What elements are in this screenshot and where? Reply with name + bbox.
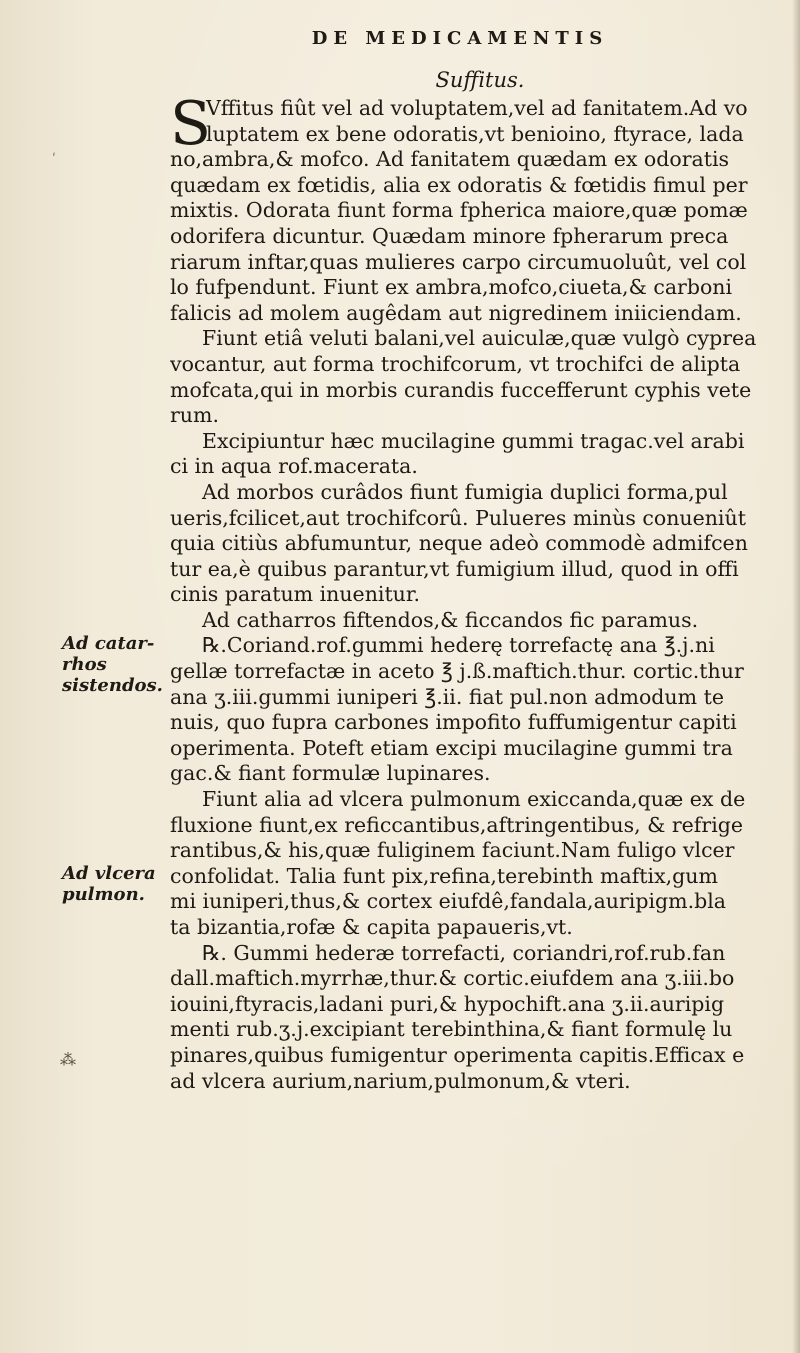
paragraph-excipiuntur — [170, 429, 795, 480]
text-line: lo fufpendunt. Fiunt ex ambra,mofco,ciueta,& carboni — [170, 275, 733, 300]
paragraph-suffitus — [170, 96, 795, 326]
text-line: cinis paratum inuenitur. — [170, 582, 420, 607]
text-line: rum. — [170, 403, 219, 428]
text-line: no,ambra,& mofco. Ad fanitatem quædam ex odoratis — [170, 147, 730, 172]
text-line: mofcata,qui in morbis curandis fuccefferunt cyphis vete — [170, 377, 752, 402]
text-line: luptatem ex bene odoratis,vt benioino, ftyrace, lada — [206, 121, 744, 146]
text-line: Fiunt etiâ veluti balani,vel auiculæ,quæ vulgò cyprea — [202, 326, 757, 351]
paragraph-balani — [170, 326, 795, 428]
printer-mark: ⁂ — [60, 1050, 76, 1069]
text-line: Ad morbos curâdos fiunt fumigia duplici forma,pul — [202, 479, 728, 504]
text-line: quædam ex fœtidis, alia ex odoratis & fœtidis fimul per — [170, 172, 748, 197]
text-line: operimenta. Poteft etiam excipi mucilagine gummi tra — [170, 735, 733, 760]
text-line: confolidat. Talia funt pix,refina,terebinth maftix,gum — [170, 863, 718, 888]
text-line: ueris,fcilicet,aut trochifcorû. Pulueres minùs conueniût — [170, 505, 746, 530]
running-head: DE MEDICAMENTIS — [311, 28, 609, 49]
text-line: ta bizantia,rofæ & capita papaueris,vt. — [170, 915, 573, 939]
paragraph-recipe — [170, 941, 795, 1095]
text-line: Fiunt alia ad vlcera pulmonum exiccanda,quæ ex de — [202, 787, 746, 812]
margin-note-line: pulmon. — [62, 884, 145, 905]
margin-note-line: Ad vlcera — [62, 863, 156, 884]
text-line: menti rub.ʒ.j.excipiant terebinthina,& fiant formulę lu — [170, 1017, 733, 1042]
section-title: Suffitus. — [435, 68, 525, 92]
paragraph-morbos — [170, 480, 795, 608]
text-line: Excipiuntur hæc mucilagine gummi tragac.vel arabi — [202, 428, 745, 453]
drop-cap: S — [170, 96, 212, 159]
margin-note-line: Ad catar- — [62, 633, 155, 654]
margin-note-line: rhos sistendos. — [62, 654, 163, 696]
margin-note-catarrhs — [62, 633, 167, 696]
text-line: riarum inftar,quas mulieres carpo circumuoluût, vel col — [170, 249, 747, 274]
text-line: Ad catharros fiftendos,& ficcandos fic paramus. — [202, 607, 699, 632]
text-line: gac.& fiant formulæ lupinares. — [170, 761, 491, 786]
paragraph-vlcera — [170, 787, 795, 941]
text-line: ana ʒ.iii.gummi iuniperi ℥.ii. fiat pul.non admodum te — [170, 684, 724, 709]
text-line: mi iuniperi,thus,& cortex eiufdê,fandala,auripigm.bla — [170, 889, 727, 914]
paragraph-catharros — [170, 608, 795, 787]
text-line: iouini,ftyracis,ladani puri,& hypochift.ana ʒ.ii.auripig — [170, 991, 725, 1016]
text-line: pinares,quibus fumigentur operimenta capitis.Efficax e — [170, 1042, 745, 1067]
text-line: ad vlcera aurium,narium,pulmonum,& vteri. — [170, 1068, 631, 1093]
text-line: odorifera dicuntur. Quædam minore fpherarum preca — [170, 223, 729, 248]
text-line: tur ea,è quibus parantur,vt fumigium illud, quod in offi — [170, 556, 739, 581]
text-line: gellæ torrefactæ in aceto ℥ j.ß.maftich.thur. cortic.thur — [170, 659, 744, 684]
text-line: falicis ad molem augêdam aut nigredinem iniiciendam. — [170, 300, 742, 325]
text-line: fluxione fiunt,ex reficcantibus,aftringentibus, & refrige — [170, 812, 744, 837]
text-line: nuis, quo fupra carbones impofito fuffumigentur capiti — [170, 710, 737, 735]
body-text — [170, 96, 795, 1336]
text-line: mixtis. Odorata fiunt forma fpherica maiore,quæ pomæ — [170, 198, 748, 223]
text-line: quia citiùs abfumuntur, neque adeò commodè admifcen — [170, 531, 748, 556]
text-line: vocantur, aut forma trochifcorum, vt trochifci de alipta — [170, 351, 741, 376]
text-line: Vffitus fiût vel ad voluptatem,vel ad fanitatem.Ad vo — [206, 96, 748, 120]
text-line: ci in aqua rof.macerata. — [170, 454, 418, 479]
margin-note-ulcers — [62, 863, 167, 905]
text-line: ℞.Coriand.rof.gummi hederę torrefactę ana ℥.j.ni — [202, 633, 715, 658]
gutter-mark: ʹ — [52, 152, 56, 168]
text-line: ℞. Gummi hederæ torrefacti, coriandri,rof.rub.fan — [202, 940, 726, 965]
text-line: dall.maftich.myrrhæ,thur.& cortic.eiufdem ana ʒ.iii.bo — [170, 966, 735, 991]
text-line: rantibus,& his,quæ fuliginem faciunt.Nam fuligo vlcer — [170, 838, 735, 863]
